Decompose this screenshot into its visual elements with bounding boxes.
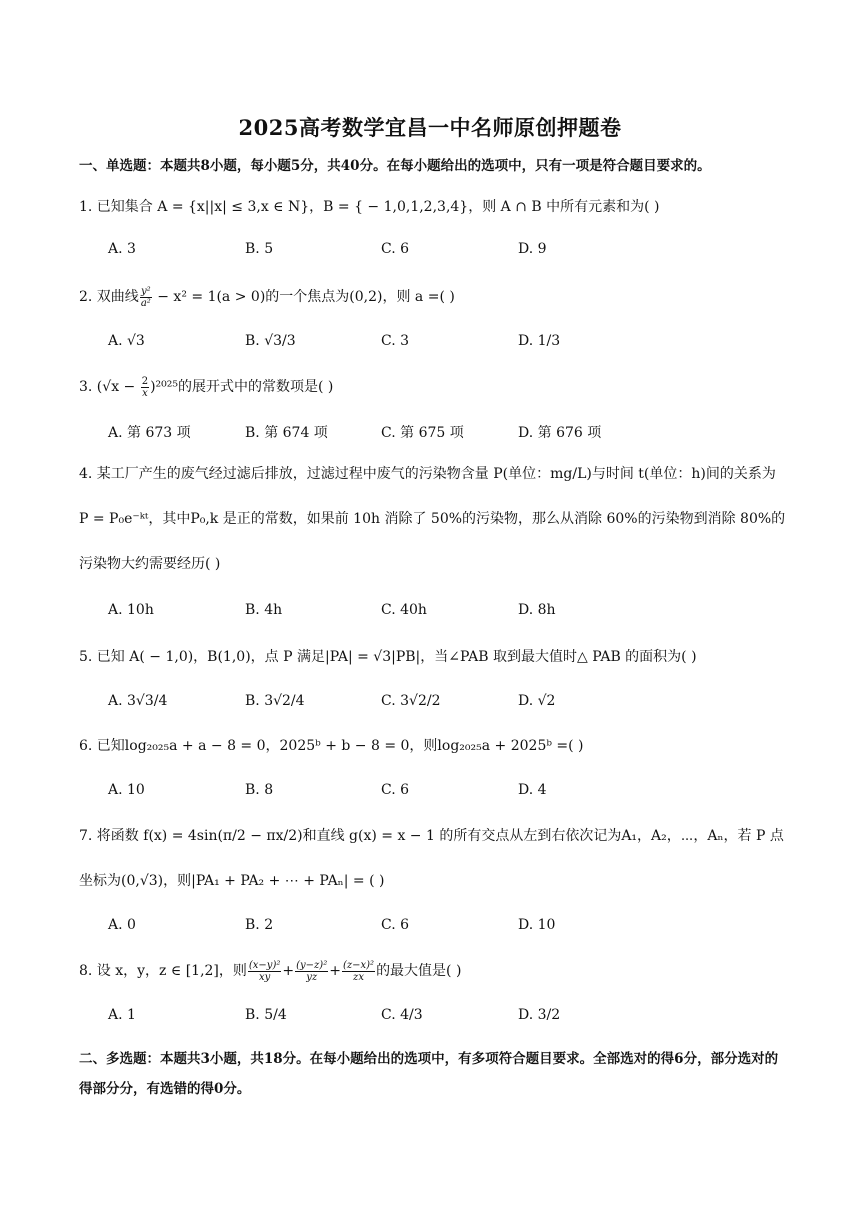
option-a: A. 10h [108, 602, 154, 618]
question-2-suffix: − x² = 1(a > 0)的一个焦点为(0,2)，则 a =( ) [152, 289, 455, 305]
option-c: C. 6 [381, 782, 410, 798]
options-q7 [108, 917, 788, 941]
option-b: B. 8 [245, 782, 274, 798]
question-3-suffix: )²⁰²⁵的展开式中的常数项是( ) [150, 379, 334, 395]
question-6: 6. 已知log₂₀₂₅a + a − 8 = 0，2025ᵇ + b − 8 = 0，则log₂₀₂₅a + 2025ᵇ =( ) [79, 738, 584, 754]
question-4: 4. 某工厂产生的废气经过滤后排放，过滤过程中废气的污染物含量 P(单位：mg/L)与时间 t(单位：h)间的关系为 P = P₀e⁻ᵏᵗ，其中P₀,k 是正的常数，如果前 10h 消除了 50%的污染物，那么从消除 60%的污染物到消除 80%的污染物大约需要经历( ) [79, 466, 786, 572]
option-a: A. √3 [108, 333, 145, 349]
option-d: D. 第 676 项 [518, 425, 602, 441]
question-1: 1. 已知集合 A = {x||x| ≤ 3,x ∈ N}，B = { − 1,0,1,2,3,4}，则 A ∩ B 中所有元素和为( ) [79, 199, 660, 215]
options-q5 [108, 693, 788, 717]
option-a: A. 10 [108, 782, 145, 798]
option-c: C. 6 [381, 917, 410, 933]
options-q4 [108, 602, 788, 626]
fraction-y2-over-a2: $\frac{\text{y²}}{\text{a²}}$ [140, 285, 151, 309]
option-d: D. 9 [518, 241, 547, 257]
option-a: A. 3 [108, 241, 136, 257]
options-q2 [108, 333, 788, 357]
question-8-suffix: 的最大值是( ) [376, 963, 462, 979]
option-c: C. 3 [381, 333, 410, 349]
option-b: B. 5/4 [245, 1007, 287, 1023]
option-c: C. 40h [381, 602, 427, 618]
option-d: D. √2 [518, 693, 556, 709]
option-b: B. 2 [245, 917, 274, 933]
option-d: D. 1/3 [518, 333, 561, 349]
option-c: C. 6 [381, 241, 410, 257]
fraction-term-1: $\frac{\text{(x−y)²}}{xy}$ [248, 959, 281, 983]
question-7: 7. 将函数 f(x) = 4sin(π/2 − πx/2)和直线 g(x) = x − 1 的所有交点从左到右依次记为A₁，A₂，⋯，Aₙ，若 P 点坐标为(0,√3)，则|PA₁ + PA₂ + ⋯ + PAₙ| = ( ) [79, 828, 784, 889]
option-c: C. 4/3 [381, 1007, 423, 1023]
question-8-prefix: 8. 设 x，y，z ∈ [1,2]，则 [79, 963, 247, 979]
question-3-prefix: 3. (√x − [79, 379, 140, 395]
option-b: B. 5 [245, 241, 274, 257]
options-q3 [108, 422, 788, 446]
option-b: B. 4h [245, 602, 283, 618]
option-b: B. √3/3 [245, 333, 296, 349]
option-a: A. 0 [108, 917, 136, 933]
page-title: 2025高考数学宜昌一中名师原创押题卷 [238, 115, 622, 140]
option-c: C. 3√2/2 [381, 693, 441, 709]
option-d: D. 10 [518, 917, 556, 933]
options-q6 [108, 782, 788, 806]
option-a: A. 3√3/4 [108, 693, 168, 709]
option-b: B. 第 674 项 [245, 425, 328, 441]
option-a: A. 1 [108, 1007, 136, 1023]
option-b: B. 3√2/4 [245, 693, 305, 709]
option-a: A. 第 673 项 [108, 425, 191, 441]
option-d: D. 4 [518, 782, 547, 798]
question-8: 8. 设 x，y，z ∈ [1,2]，则 $\frac{\text{(x−y)²}}{xy}$ + $\frac{\text{(y−z)²}}{yz}$ + $\frac{\text{(z−x)²}}{zx}$ 的最大值是( ) [79, 959, 462, 983]
options-q1 [108, 241, 788, 265]
option-d: D. 3/2 [518, 1007, 561, 1023]
fraction-term-2: $\frac{\text{(y−z)²}}{yz}$ [296, 959, 328, 983]
question-3 [79, 364, 789, 410]
question-2 [79, 274, 789, 320]
fraction-term-3: $\frac{\text{(z−x)²}}{zx}$ [342, 959, 375, 983]
section-heading-single-choice: 一、单选题：本题共8小题，每小题5分，共40分。在每小题给出的选项中，只有一项是符合题目要求的。 [79, 158, 711, 174]
options-q8 [108, 1007, 788, 1031]
fraction-2-over-x: $\frac{2}{x}$ [141, 375, 149, 399]
question-2-prefix: 2. 双曲线 [79, 289, 139, 305]
option-c: C. 第 675 项 [381, 425, 464, 441]
question-5: 5. 已知 A( − 1,0)，B(1,0)，点 P 满足|PA| = √3|PB|，当∠PAB 取到最大值时△ PAB 的面积为( ) [79, 649, 697, 665]
section-heading-multi-choice: 二、多选题：本题共3小题，共18分。在每小题给出的选项中，有多项符合题目要求。全部选对的得6分，部分选对的得部分分，有选错的得0分。 [79, 1051, 779, 1097]
option-d: D. 8h [518, 602, 556, 618]
